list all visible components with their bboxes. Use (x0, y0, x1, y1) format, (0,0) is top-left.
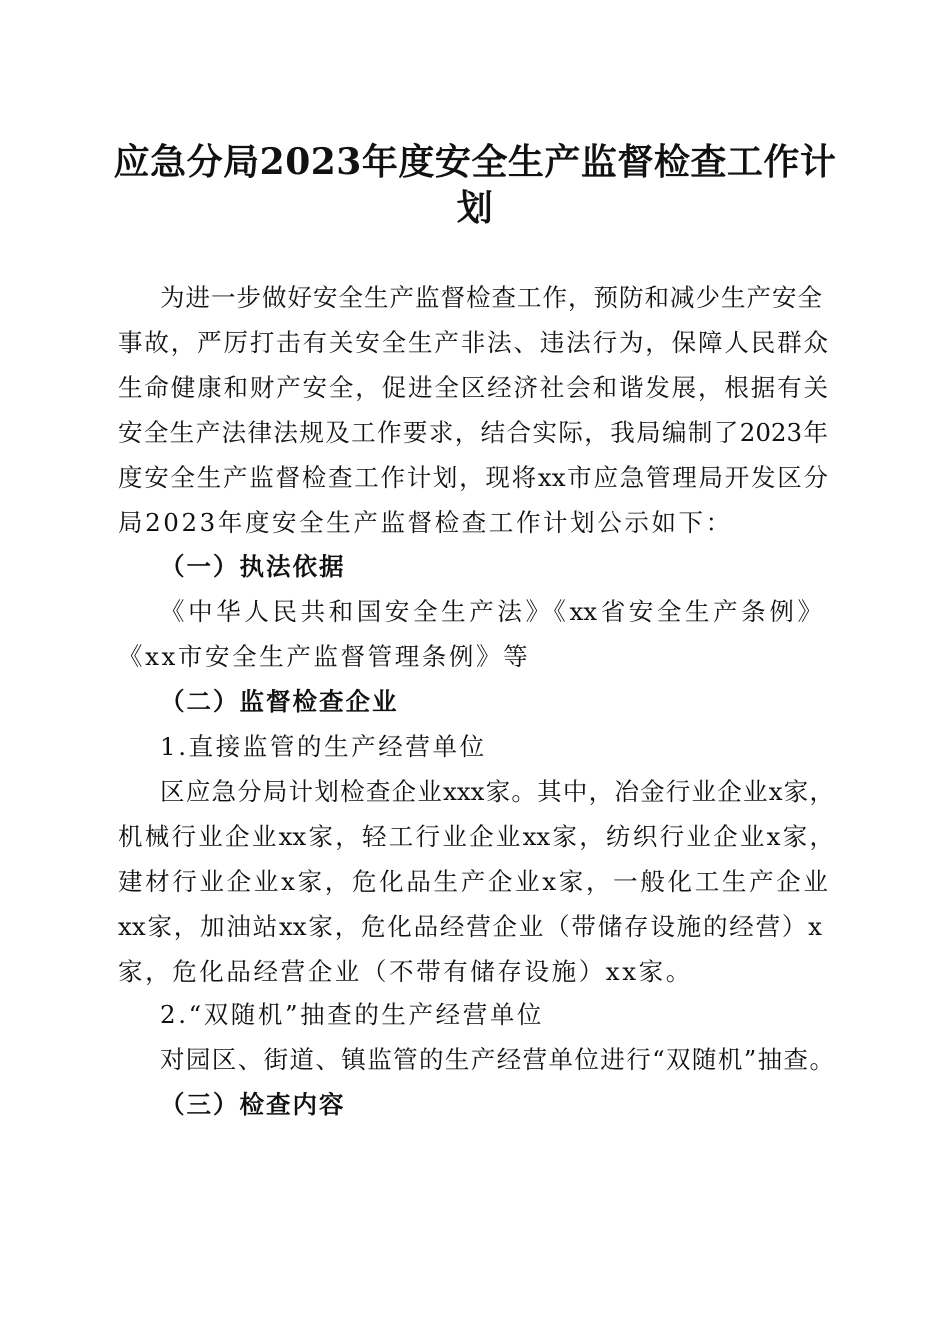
direct-supervision-line: 区应急分局计划检查企业xxx家。其中，冶金行业企业x家， (160, 777, 834, 806)
intro-paragraph-line: 为进一步做好安全生产监督检查工作，预防和减少生产安全 (160, 283, 822, 312)
section-heading-enterprises: （二）监督检查企业 (160, 687, 399, 716)
intro-paragraph-line: 局2023年度安全生产监督检查工作计划公示如下： (118, 508, 733, 537)
direct-supervision-line: xx家，加油站xx家，危化品经营企业（带储存设施的经营）x (118, 912, 822, 941)
intro-paragraph-line: 事故，严厉打击有关安全生产非法、违法行为，保障人民群众 (118, 328, 828, 357)
document-title: 应急分局2023年度安全生产监督检查工作计 (113, 141, 837, 183)
direct-supervision-line: 建材行业企业x家，危化品生产企业x家，一般化工生产企业 (118, 867, 828, 896)
direct-supervision-line: 机械行业企业xx家，轻工行业企业xx家，纺织行业企业x家， (118, 822, 834, 851)
random-inspection-line: 对园区、街道、镇监管的生产经营单位进行“双随机”抽查。 (160, 1045, 836, 1074)
section-heading-content: （三）检查内容 (160, 1090, 346, 1119)
intro-paragraph-line: 安全生产法律法规及工作要求，结合实际，我局编制了2023年 (118, 418, 828, 447)
section-heading-basis: （一）执法依据 (160, 552, 346, 581)
direct-supervision-line: 家，危化品经营企业（不带有储存设施）xx家。 (118, 957, 693, 986)
intro-paragraph-line: 生命健康和财产安全，促进全区经济社会和谐发展，根据有关 (118, 373, 828, 402)
item-heading-direct-supervision: 1.直接监管的生产经营单位 (160, 732, 487, 761)
intro-paragraph-line: 度安全生产监督检查工作计划，现将xx市应急管理局开发区分 (118, 463, 828, 492)
basis-paragraph-line: 《xx市安全生产监督管理条例》等 (118, 642, 531, 671)
basis-paragraph-line: 《中华人民共和国安全生产法》《xx省安全生产条例》 (160, 597, 822, 626)
document-title-continued: 划 (456, 187, 494, 229)
item-heading-random-inspection: 2.“双随机”抽查的生产经营单位 (160, 1000, 545, 1029)
